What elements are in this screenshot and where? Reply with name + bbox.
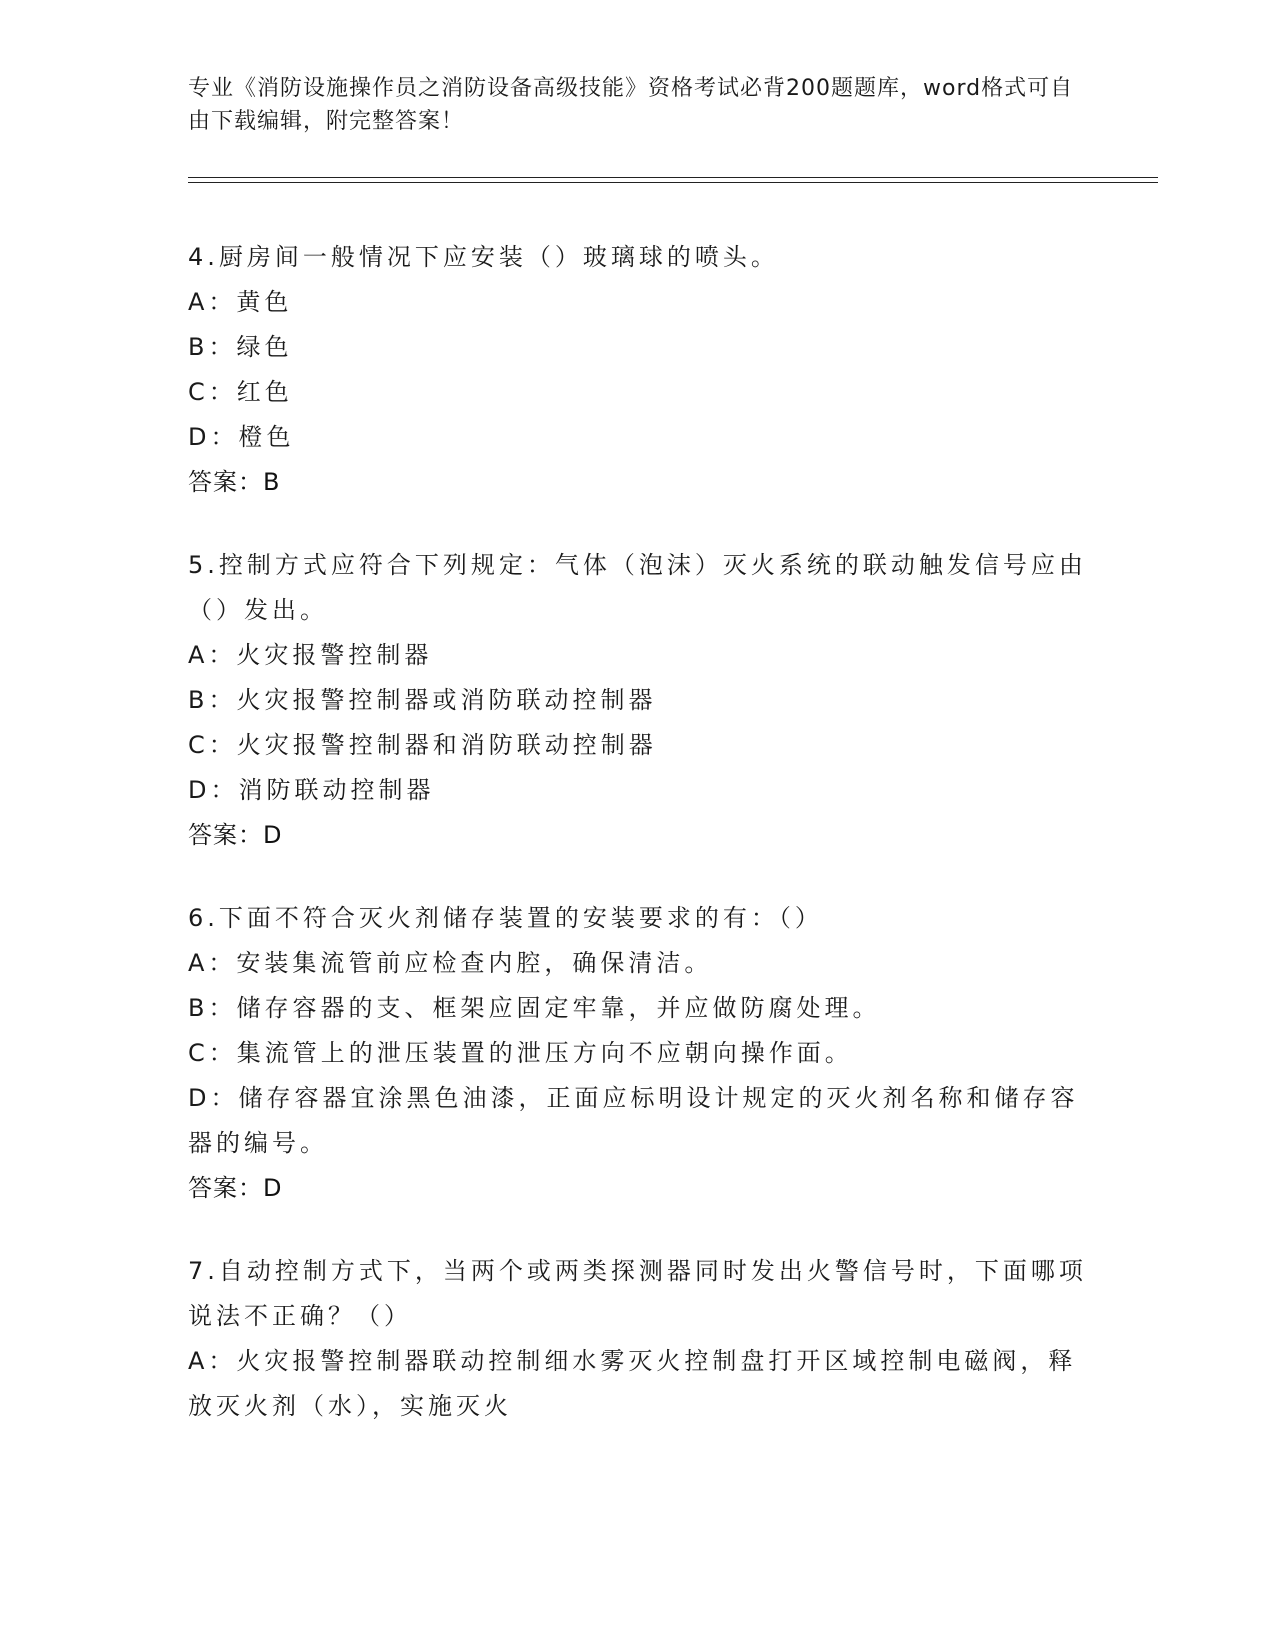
option-a: A：安装集流管前应检查内腔，确保清洁。: [188, 949, 713, 977]
option-a: A：黄色: [188, 288, 293, 316]
answer-line: 答案：B: [188, 468, 281, 496]
question-stem: 5.控制方式应符合下列规定：气体（泡沫）灭火系统的联动触发信号应由（）发出。: [188, 551, 1087, 624]
option-b: B：绿色: [188, 333, 293, 361]
answer-line: 答案：D: [188, 1174, 283, 1202]
question-item: [188, 543, 1088, 858]
question-stem: 7.自动控制方式下，当两个或两类探测器同时发出火警信号时，下面哪项说法不正确？（）: [188, 1257, 1087, 1330]
option-d: D：储存容器宜涂黑色油漆，正面应标明设计规定的灭火剂名称和储存容器的编号。: [188, 1084, 1079, 1157]
question-item: [188, 896, 1088, 1211]
option-d: D：橙色: [188, 423, 295, 451]
question-stem: 4.厨房间一般情况下应安装（）玻璃球的喷头。: [188, 243, 779, 271]
answer-line: 答案：D: [188, 821, 283, 849]
question-list: [188, 235, 1088, 1467]
option-c: C：集流管上的泄压装置的泄压方向不应朝向操作面。: [188, 1039, 853, 1067]
option-b: B：火灾报警控制器或消防联动控制器: [188, 686, 657, 714]
option-c: C：红色: [188, 378, 293, 406]
option-c: C：火灾报警控制器和消防联动控制器: [188, 731, 657, 759]
question-item: [188, 1249, 1088, 1429]
question-stem: 6.下面不符合灭火剂储存装置的安装要求的有：（）: [188, 904, 823, 932]
option-d: D：消防联动控制器: [188, 776, 435, 804]
document-header: 专业《消防设施操作员之消防设备高级技能》资格考试必背200题题库，word格式可自由下载编辑，附完整答案！: [188, 76, 1074, 134]
option-b: B：储存容器的支、框架应固定牢靠，并应做防腐处理。: [188, 994, 881, 1022]
option-a: A：火灾报警控制器联动控制细水雾灭火控制盘打开区域控制电磁阀，释放灭火剂（水），实施灭火: [188, 1347, 1077, 1420]
header-divider-top: [188, 177, 1158, 178]
option-a: A：火灾报警控制器: [188, 641, 433, 669]
header-divider-bottom: [188, 182, 1158, 183]
question-item: [188, 235, 1088, 505]
